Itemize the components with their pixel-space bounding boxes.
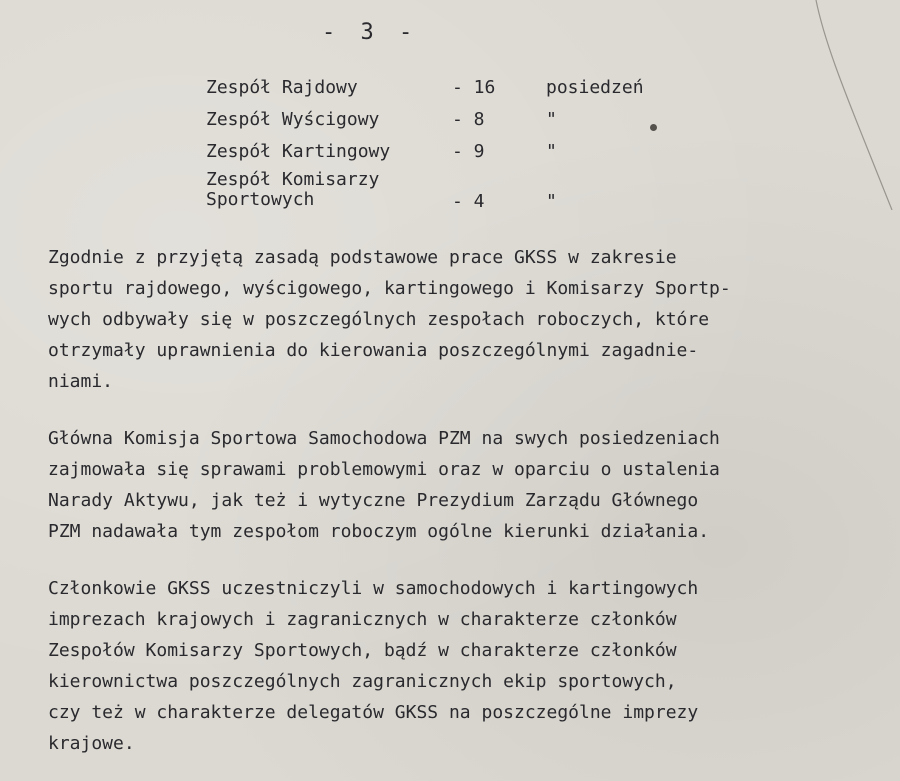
ditto-mark: " (546, 191, 557, 212)
paper-crease (814, 0, 894, 210)
text-line: czy też w charakterze delegatów GKSS na poszczególne imprezy (48, 702, 699, 723)
team-name: Zespół Rajdowy (206, 77, 358, 98)
ditto-mark: " (546, 109, 557, 130)
text-line: Narady Aktywu, jak też i wytyczne Prezydium Zarządu Głównego (48, 490, 699, 511)
paragraph (48, 423, 878, 547)
meeting-count: - 16 (452, 77, 496, 98)
text-line: imprezach krajowych i zagranicznych w charakterze członków (48, 609, 677, 630)
paragraph (48, 573, 878, 759)
paragraph (48, 242, 878, 397)
page-number: - 3 - (322, 20, 419, 45)
text-line: PZM nadawała tym zespołom roboczym ogólne kierunki działania. (48, 521, 710, 542)
text-line: krajowe. (48, 733, 135, 754)
team-name: Zespół Kartingowy (206, 141, 391, 162)
text-line: kierownictwa poszczególnych zagranicznych ekip sportowych, (48, 671, 677, 692)
text-line: sportu rajdowego, wyścigowego, kartingowego i Komisarzy Sportp- (48, 278, 731, 299)
text-line: Członkowie GKSS uczestniczyli w samochodowych i kartingowych (48, 578, 699, 599)
meeting-count: - 8 (452, 109, 485, 130)
ditto-mark: " (546, 141, 557, 162)
team-name-line: Sportowych (206, 189, 315, 210)
meeting-count: - 9 (452, 141, 485, 162)
team-name: Zespół Wyścigowy (206, 109, 380, 130)
text-line: otrzymały uprawnienia do kierowania poszczególnymi zagadnie- (48, 340, 699, 361)
text-line: Zespołów Komisarzy Sportowych, bądź w charakterze członków (48, 640, 677, 661)
team-name-line: Zespół Komisarzy (206, 169, 380, 190)
meeting-count: - 4 (452, 191, 485, 212)
meeting-unit: posiedzeń (546, 77, 644, 98)
text-line: wych odbywały się w poszczególnych zespołach roboczych, które (48, 309, 710, 330)
text-line: Zgodnie z przyjętą zasadą podstawowe prace GKSS w zakresie (48, 247, 677, 268)
text-line: zajmowała się sprawami problemowymi oraz w oparciu o ustalenia (48, 459, 720, 480)
text-line: niami. (48, 371, 114, 392)
ink-spot (650, 124, 657, 131)
body-text (48, 242, 878, 781)
team-name (206, 170, 379, 210)
text-line: Główna Komisja Sportowa Samochodowa PZM na swych posiedzeniach (48, 428, 720, 449)
